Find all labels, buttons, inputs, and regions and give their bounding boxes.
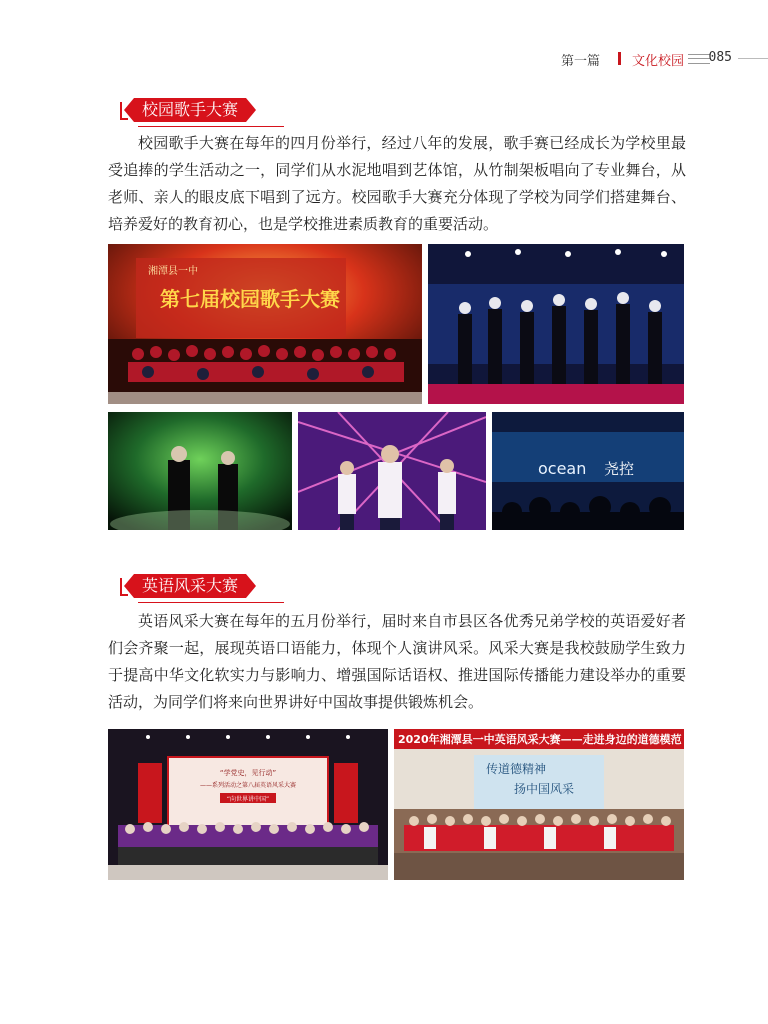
section-title-banner-english <box>124 574 256 598</box>
header-section-title: 文化校园 <box>631 54 684 69</box>
photo-stage-caption-top: 湘潭县一中 <box>148 266 198 277</box>
section-paragraph-singer: 校园歌手大赛在每年的四月份举行，经过八年的发展，歌手赛已经成长为学校里最受追捧的学生活动之一，同学们从水泥地唱到艺体馆，从竹制架板唱向了专业舞台，从老师、亲人的眼皮底下唱到了远方。校园歌手大赛充分体现了学校为同学们搭建舞台、培养爱好的教育初心，也是学校推进素质教育的重要活动。 <box>108 134 686 233</box>
photo-fan-sign: 尧控 <box>604 460 635 478</box>
photo-board-line2: 扬中国风采 <box>514 782 575 796</box>
header-part: 第一篇 <box>560 54 600 69</box>
photo-board-line1: 传道德精神 <box>486 762 547 776</box>
header-divider-bar <box>618 52 621 65</box>
header-decorative-lines <box>688 54 710 64</box>
photo-singer-purple-stage <box>298 412 486 530</box>
section-title-banner-singer <box>124 98 256 122</box>
section-paragraph-english: 英语风采大赛在每年的五月份举行，届时来自市县区各优秀兄弟学校的英语爱好者们会齐聚一起，展现英语口语能力，体现个人演讲风采。风采大赛是我校鼓励学生致力于提高中华文化软实力与影响力、增强国际话语权、推进国际传播能力建设举办的重要活动，为同学们将来向世界讲好中国故事提供锻炼机会。 <box>108 612 686 711</box>
running-header <box>0 48 768 68</box>
section-title: 校园歌手大赛 <box>141 100 238 119</box>
photo-english-stage-group <box>108 729 388 880</box>
photo-singer-dance <box>428 244 684 404</box>
photo-english-hall-group <box>394 729 684 880</box>
header-rule <box>738 58 768 59</box>
photo-stage-caption-main: 第七届校园歌手大赛 <box>160 287 340 311</box>
page-number: 085 <box>708 50 732 65</box>
photo-stage-screen-line1: “学党史，见行动” <box>219 769 277 777</box>
photo-stage-screen-line2: ——系列活动之第八届英语风采大赛 <box>199 782 297 789</box>
photo-singer-green-stage <box>108 412 292 530</box>
photo-stage-screen-line3: “向世界讲中国” <box>226 796 270 803</box>
photo-singer-group <box>108 244 422 404</box>
photo-ocean-sign: ocean <box>538 459 587 478</box>
photo-hall-banner: 2020年湘潭县一中英语风采大赛——走进身边的道德模范 <box>398 733 682 746</box>
section-title: 英语风采大赛 <box>141 576 238 595</box>
photo-singer-audience <box>492 412 684 530</box>
